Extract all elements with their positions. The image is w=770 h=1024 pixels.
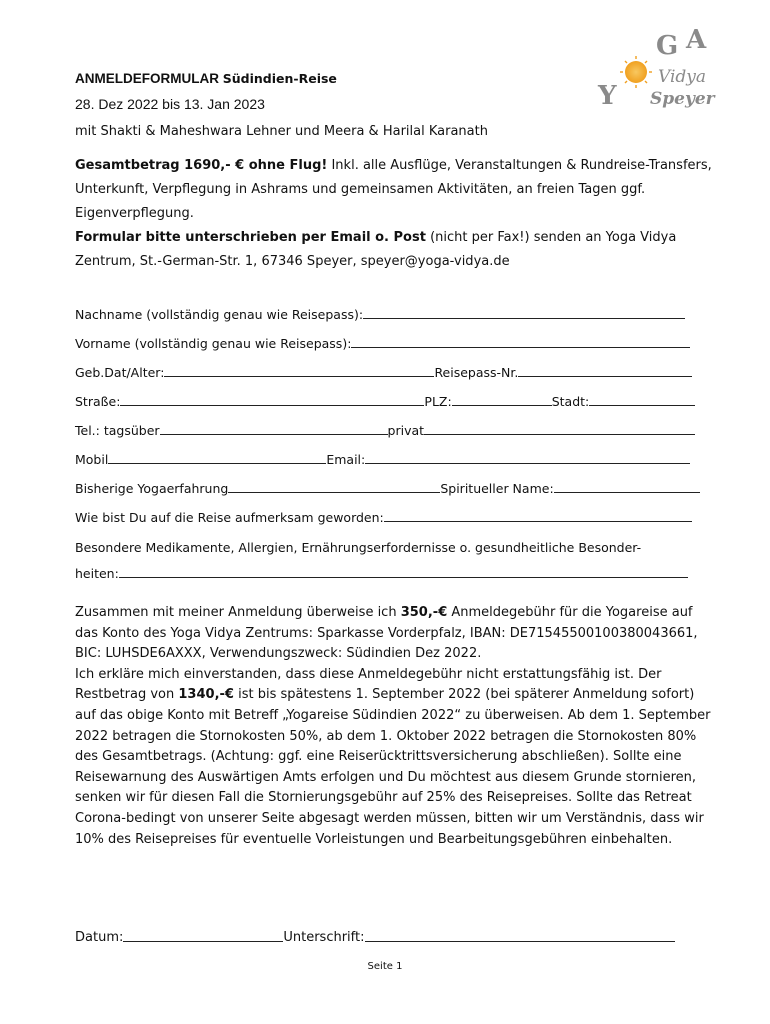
label-strasse: Straße:	[75, 394, 121, 409]
input-line-yogaerfahrung[interactable]	[228, 492, 440, 493]
input-line-spiritueller-name[interactable]	[554, 492, 700, 493]
logo-letter-a: A	[686, 25, 707, 55]
label-unterschrift: Unterschrift:	[283, 930, 365, 945]
field-row-aufmerksam	[75, 496, 700, 525]
field-row-nachname	[75, 293, 700, 322]
input-line-privat[interactable]	[424, 434, 695, 435]
input-line-geb-dat[interactable]	[164, 376, 434, 377]
label-geb-dat: Geb.Dat/Alter:	[75, 365, 165, 380]
input-line-tel[interactable]	[160, 434, 388, 435]
payment-text-a: Zusammen mit meiner Anmeldung überweise ich	[75, 605, 401, 620]
form-fields	[75, 293, 700, 581]
terms-text	[75, 603, 715, 850]
travel-leaders: mit Shakti & Maheshwara Lehner und Meera & Harilal Karanath	[75, 124, 488, 139]
label-tel: Tel.: tagsüber	[75, 423, 160, 438]
input-line-reisepass[interactable]	[518, 376, 692, 377]
remaining-amount: 1340,-€	[178, 687, 234, 703]
form-title-main: ANMELDEFORMULAR	[75, 71, 219, 86]
input-line-email[interactable]	[365, 463, 690, 464]
deposit-amount: 350,-€	[400, 605, 448, 620]
price-details: Inkl. alle Ausflüge, Veranstaltungen & Rundreise-Transfers, Unterkunft, Verpflegung in Ashrams und gemeinsamen Aktivitäten, an freien Tagen ggf. Eigenverpflegung.	[75, 158, 712, 221]
input-line-datum[interactable]	[123, 941, 283, 942]
input-line-besonderheiten[interactable]	[119, 577, 688, 578]
input-line-aufmerksam[interactable]	[384, 521, 692, 522]
field-row-tel	[75, 409, 700, 438]
field-row-strasse	[75, 380, 700, 409]
input-line-strasse[interactable]	[120, 405, 424, 406]
send-address: (nicht per Fax!) senden an Yoga Vidya Zentrum, St.-German-Str. 1, 67346 Speyer, speyer@yoga-vidya.de	[75, 230, 677, 269]
price-highlight: Gesamtbetrag 1690,- € ohne Flug!	[75, 158, 328, 173]
label-nachname: Nachname (vollständig genau wie Reisepass):	[75, 307, 364, 322]
input-line-stadt[interactable]	[589, 405, 695, 406]
label-vorname: Vorname (vollständig genau wie Reisepass):	[75, 336, 352, 351]
label-privat: privat	[387, 423, 425, 438]
field-row-mobil	[75, 438, 700, 467]
label-datum: Datum:	[75, 930, 124, 945]
logo-text-speyer: Speyer	[650, 89, 715, 109]
label-spiritueller-name: Spiritueller Name:	[440, 481, 554, 496]
label-mobil: Mobil	[75, 452, 109, 467]
cancellation-text-a: Ich erkläre mich einverstanden, dass diese Anmeldegebühr nicht erstattungsfähig ist. Der Restbetrag von	[75, 666, 662, 703]
logo-letter-y: Y	[598, 81, 617, 111]
logo-text-vidya: Vidya	[658, 67, 707, 87]
label-besondere: Besondere Medikamente, Allergien, Ernährungserfordernisse o. gesundheitliche Besonder-	[75, 540, 642, 555]
field-row-besondere	[75, 525, 700, 555]
field-row-yoga	[75, 467, 700, 496]
label-reisepass: Reisepass-Nr.	[434, 365, 519, 380]
field-row-geb	[75, 351, 700, 380]
input-line-mobil[interactable]	[108, 463, 326, 464]
form-title	[75, 71, 337, 86]
label-heiten: heiten:	[75, 566, 119, 581]
field-row-vorname	[75, 322, 700, 351]
label-aufmerksam: Wie bist Du auf die Reise aufmerksam geworden:	[75, 510, 384, 525]
intro-text	[75, 154, 715, 274]
cancellation-text-c: ist bis spätestens 1. September 2022 (bei späterer Anmeldung sofort) auf das obige Konto mit Betreff „Yogareise Südindien 2022“ zu überweisen. Ab dem 1. September 2022 betragen die Stornokosten 50%, ab dem 1. Oktober 2022 betragen die Stornokosten 80% des Gesamtbetrags. (Achtung: ggf. eine Reiserücktrittsversicherung abschließen). Sollte eine Reisewarnung des Auswärtigen Amts erfolgen und Du möchtest aus diesem Grunde stornieren, senken wir für diesen Fall die Stornierungsgebühr auf 25% des Reisepreises. Sollte das Retreat Corona-bedingt von unserer Seite abgesagt werden müssen, bitten wir um Verständnis, dass wir 10% des Reisepreises für eventuelle Vorleistungen und Bearbeitungsgebühren einbehalten.	[75, 687, 711, 847]
field-row-heiten	[75, 555, 700, 581]
label-plz: PLZ:	[424, 394, 452, 409]
label-email: Email:	[326, 452, 366, 467]
input-line-unterschrift[interactable]	[365, 941, 676, 942]
label-yogaerfahrung: Bisherige Yogaerfahrung	[75, 481, 229, 496]
input-line-plz[interactable]	[452, 405, 552, 406]
payment-paragraph	[75, 603, 715, 665]
payment-text-c: Anmeldegebühr für die Yogareise auf das Konto des Yoga Vidya Zentrums: Sparkasse Vorderpfalz, IBAN: DE71545500100380043661, BIC: LUHSDE6AXXX, Verwendungszweck: Südindien Dez 2022.	[75, 605, 698, 662]
travel-dates: 28. Dez 2022 bis 13. Jan 2023	[75, 96, 265, 112]
logo-letter-g: G	[656, 31, 679, 61]
yoga-vidya-logo	[596, 24, 726, 114]
cancellation-paragraph	[75, 665, 715, 850]
input-line-nachname[interactable]	[363, 318, 685, 319]
send-instruction: Formular bitte unterschrieben per Email o. Post	[75, 230, 426, 245]
page-number: Seite 1	[367, 961, 403, 972]
sun-icon	[625, 61, 647, 83]
label-stadt: Stadt:	[551, 394, 590, 409]
signature-row	[75, 930, 675, 945]
input-line-vorname[interactable]	[351, 347, 690, 348]
form-title-sub: Südindien-Reise	[222, 71, 337, 86]
